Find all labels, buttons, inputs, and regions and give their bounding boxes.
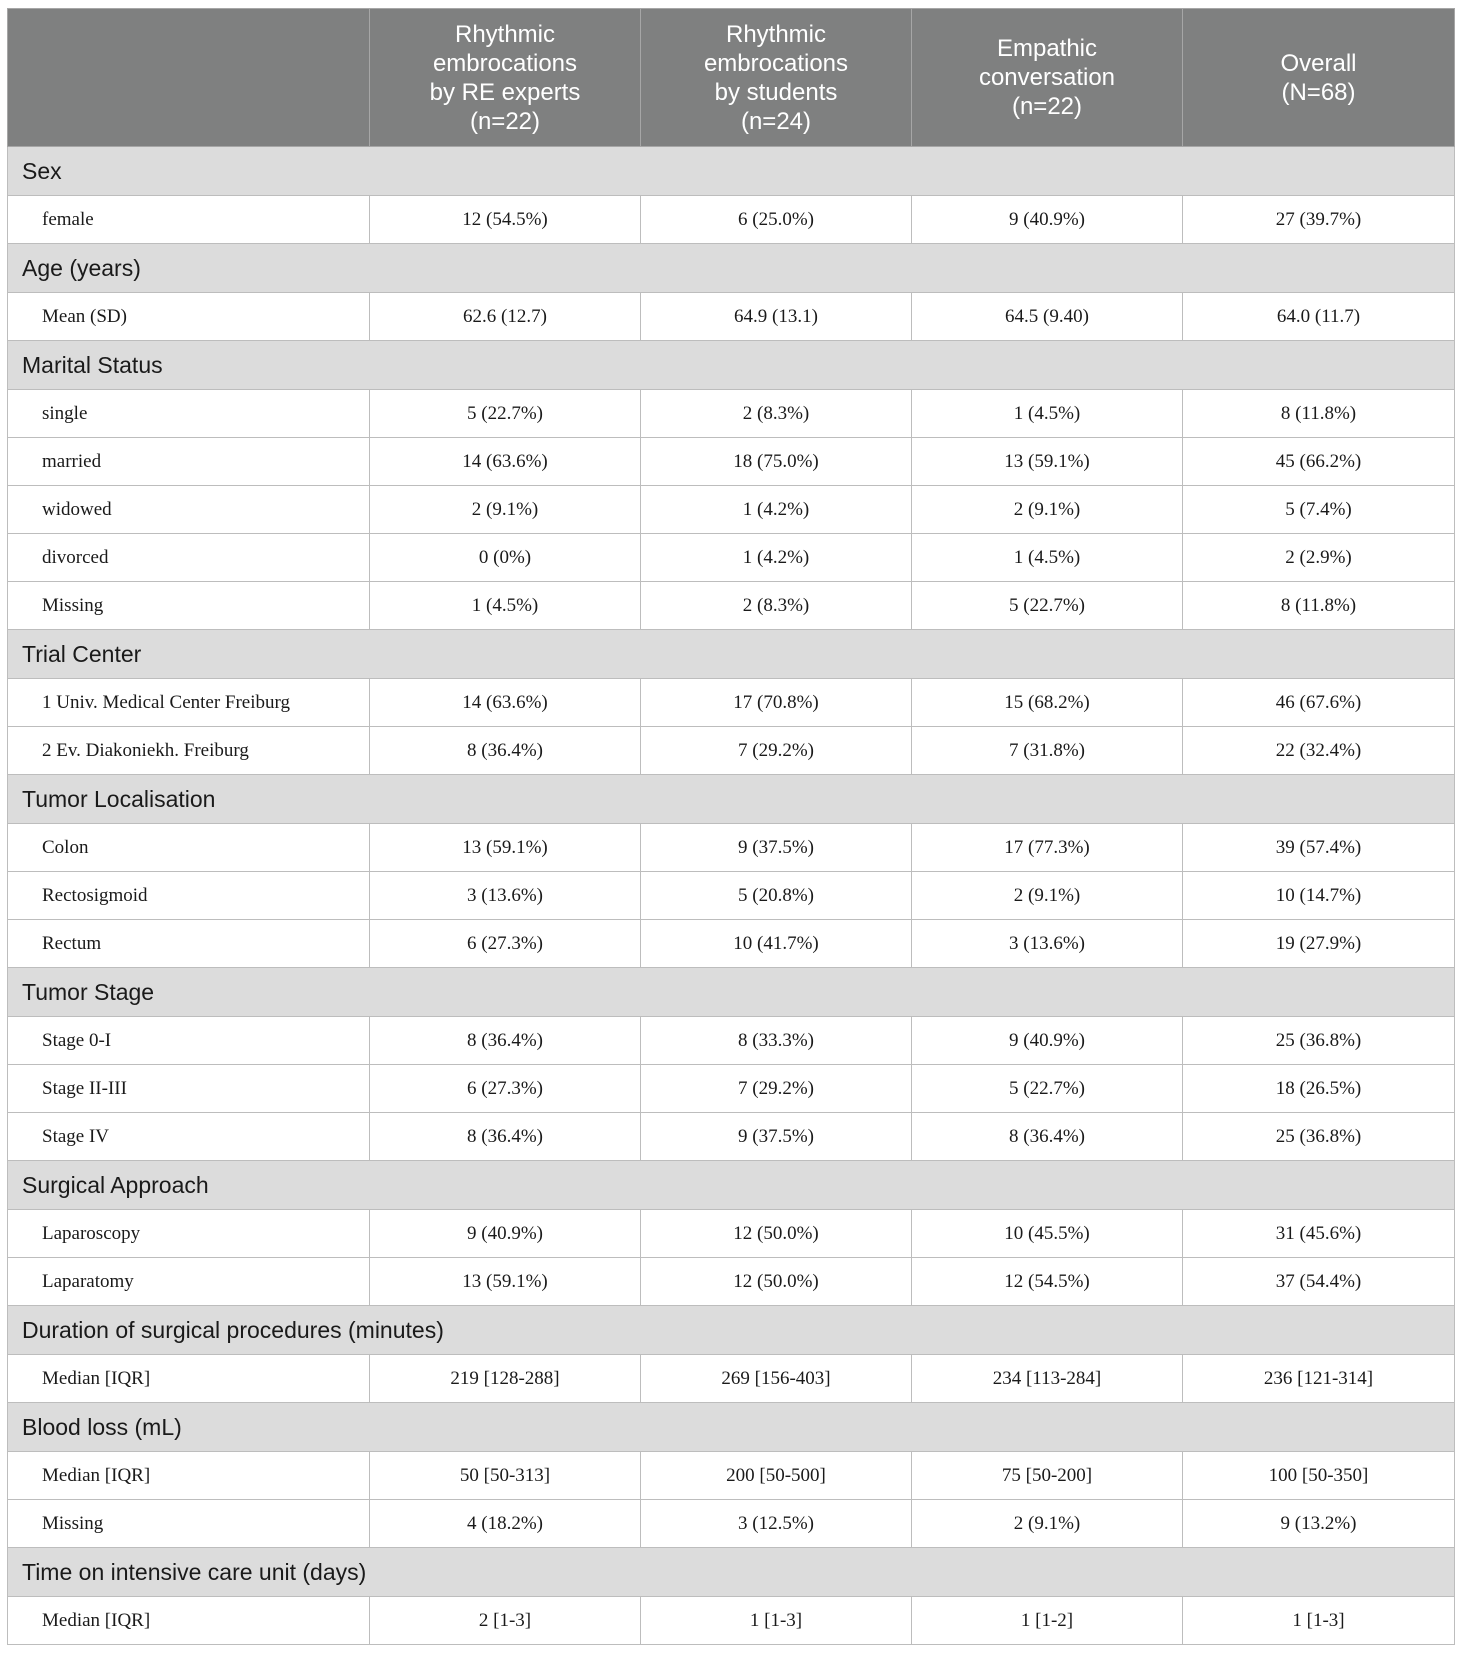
table-row xyxy=(8,1500,1455,1548)
table-cell: 2 (9.1%) xyxy=(912,872,1183,920)
table-header-row xyxy=(8,9,1455,147)
table-cell: 7 (29.2%) xyxy=(641,727,912,775)
table-row xyxy=(8,486,1455,534)
row-label: 1 Univ. Medical Center Freiburg xyxy=(8,679,370,727)
table-cell: 2 (2.9%) xyxy=(1183,534,1455,582)
table-cell: 5 (7.4%) xyxy=(1183,486,1455,534)
table-cell: 4 (18.2%) xyxy=(370,1500,641,1548)
section-header-row xyxy=(8,775,1455,824)
table-cell: 17 (77.3%) xyxy=(912,824,1183,872)
table-cell: 1 [1-3] xyxy=(641,1597,912,1645)
section-header-row xyxy=(8,1403,1455,1452)
table-cell: 12 (54.5%) xyxy=(370,196,641,244)
table-cell: 269 [156-403] xyxy=(641,1355,912,1403)
table-cell: 5 (22.7%) xyxy=(912,582,1183,630)
table-cell: 200 [50-500] xyxy=(641,1452,912,1500)
section-title: Sex xyxy=(8,147,1455,196)
table-cell: 10 (41.7%) xyxy=(641,920,912,968)
table-cell: 3 (12.5%) xyxy=(641,1500,912,1548)
section-title: Duration of surgical procedures (minutes) xyxy=(8,1306,1455,1355)
row-label: Colon xyxy=(8,824,370,872)
table-cell: 1 (4.2%) xyxy=(641,486,912,534)
table-row xyxy=(8,824,1455,872)
table-cell: 6 (27.3%) xyxy=(370,920,641,968)
table-cell: 9 (40.9%) xyxy=(912,1017,1183,1065)
section-header-row xyxy=(8,147,1455,196)
table-cell: 5 (22.7%) xyxy=(912,1065,1183,1113)
table-cell: 8 (33.3%) xyxy=(641,1017,912,1065)
table-cell: 12 (50.0%) xyxy=(641,1258,912,1306)
table-cell: 9 (37.5%) xyxy=(641,1113,912,1161)
table-row xyxy=(8,1210,1455,1258)
row-label: Mean (SD) xyxy=(8,293,370,341)
section-header-row xyxy=(8,630,1455,679)
table-row xyxy=(8,293,1455,341)
row-label: widowed xyxy=(8,486,370,534)
table-cell: 45 (66.2%) xyxy=(1183,438,1455,486)
table-cell: 22 (32.4%) xyxy=(1183,727,1455,775)
table-row xyxy=(8,727,1455,775)
section-title: Marital Status xyxy=(8,341,1455,390)
row-label: Median [IQR] xyxy=(8,1597,370,1645)
table-cell: 8 (36.4%) xyxy=(370,1017,641,1065)
table-row xyxy=(8,196,1455,244)
table-cell: 234 [113-284] xyxy=(912,1355,1183,1403)
table-row xyxy=(8,1452,1455,1500)
table-cell: 6 (27.3%) xyxy=(370,1065,641,1113)
table-cell: 1 (4.5%) xyxy=(370,582,641,630)
table-cell: 2 (9.1%) xyxy=(912,1500,1183,1548)
header-cell-blank xyxy=(8,9,370,147)
row-label: married xyxy=(8,438,370,486)
table-cell: 100 [50-350] xyxy=(1183,1452,1455,1500)
section-header-row xyxy=(8,1548,1455,1597)
row-label: female xyxy=(8,196,370,244)
table-body xyxy=(8,147,1455,1645)
table-row xyxy=(8,1597,1455,1645)
table-cell: 1 (4.5%) xyxy=(912,534,1183,582)
section-title: Age (years) xyxy=(8,244,1455,293)
table-cell: 2 (8.3%) xyxy=(641,390,912,438)
table-row xyxy=(8,920,1455,968)
table-cell: 8 (36.4%) xyxy=(912,1113,1183,1161)
table-cell: 9 (40.9%) xyxy=(370,1210,641,1258)
row-label: Rectosigmoid xyxy=(8,872,370,920)
table-cell: 46 (67.6%) xyxy=(1183,679,1455,727)
table-cell: 2 (9.1%) xyxy=(370,486,641,534)
table-cell: 1 (4.2%) xyxy=(641,534,912,582)
table-cell: 3 (13.6%) xyxy=(370,872,641,920)
table-cell: 2 [1-3] xyxy=(370,1597,641,1645)
row-label: Stage II-III xyxy=(8,1065,370,1113)
table-cell: 7 (29.2%) xyxy=(641,1065,912,1113)
table-cell: 50 [50-313] xyxy=(370,1452,641,1500)
table-cell: 19 (27.9%) xyxy=(1183,920,1455,968)
section-header-row xyxy=(8,244,1455,293)
table-row xyxy=(8,1113,1455,1161)
table-cell: 64.9 (13.1) xyxy=(641,293,912,341)
table-cell: 236 [121-314] xyxy=(1183,1355,1455,1403)
row-label: 2 Ev. Diakoniekh. Freiburg xyxy=(8,727,370,775)
table-cell: 13 (59.1%) xyxy=(912,438,1183,486)
table-cell: 2 (8.3%) xyxy=(641,582,912,630)
table-cell: 62.6 (12.7) xyxy=(370,293,641,341)
row-label: Stage IV xyxy=(8,1113,370,1161)
table-cell: 13 (59.1%) xyxy=(370,824,641,872)
section-title: Tumor Localisation xyxy=(8,775,1455,824)
row-label: Rectum xyxy=(8,920,370,968)
table-cell: 2 (9.1%) xyxy=(912,486,1183,534)
table-row xyxy=(8,872,1455,920)
table-row xyxy=(8,679,1455,727)
table-cell: 9 (13.2%) xyxy=(1183,1500,1455,1548)
table-cell: 64.0 (11.7) xyxy=(1183,293,1455,341)
table-cell: 31 (45.6%) xyxy=(1183,1210,1455,1258)
baseline-characteristics-table xyxy=(7,8,1455,1645)
header-cell-students: Rhythmic embrocations by students (n=24) xyxy=(641,9,912,147)
section-title: Time on intensive care unit (days) xyxy=(8,1548,1455,1597)
section-header-row xyxy=(8,968,1455,1017)
row-label: Missing xyxy=(8,1500,370,1548)
table-cell: 18 (75.0%) xyxy=(641,438,912,486)
table-row xyxy=(8,438,1455,486)
table-cell: 12 (54.5%) xyxy=(912,1258,1183,1306)
section-header-row xyxy=(8,341,1455,390)
header-cell-re-experts: Rhythmic embrocations by RE experts (n=22) xyxy=(370,9,641,147)
section-header-row xyxy=(8,1306,1455,1355)
table-cell: 10 (14.7%) xyxy=(1183,872,1455,920)
row-label: Stage 0-I xyxy=(8,1017,370,1065)
table-cell: 18 (26.5%) xyxy=(1183,1065,1455,1113)
table-cell: 0 (0%) xyxy=(370,534,641,582)
table-row xyxy=(8,390,1455,438)
row-label: divorced xyxy=(8,534,370,582)
table-cell: 17 (70.8%) xyxy=(641,679,912,727)
table-cell: 8 (36.4%) xyxy=(370,1113,641,1161)
table-cell: 14 (63.6%) xyxy=(370,438,641,486)
table-cell: 10 (45.5%) xyxy=(912,1210,1183,1258)
row-label: Median [IQR] xyxy=(8,1355,370,1403)
table-cell: 5 (20.8%) xyxy=(641,872,912,920)
table-cell: 25 (36.8%) xyxy=(1183,1113,1455,1161)
table-cell: 1 [1-2] xyxy=(912,1597,1183,1645)
row-label: single xyxy=(8,390,370,438)
table-cell: 25 (36.8%) xyxy=(1183,1017,1455,1065)
table-cell: 27 (39.7%) xyxy=(1183,196,1455,244)
row-label: Laparoscopy xyxy=(8,1210,370,1258)
table-row xyxy=(8,534,1455,582)
table-cell: 9 (40.9%) xyxy=(912,196,1183,244)
table-cell: 39 (57.4%) xyxy=(1183,824,1455,872)
row-label: Missing xyxy=(8,582,370,630)
table-cell: 5 (22.7%) xyxy=(370,390,641,438)
section-title: Surgical Approach xyxy=(8,1161,1455,1210)
table-row xyxy=(8,1065,1455,1113)
table-row xyxy=(8,582,1455,630)
header-cell-overall: Overall (N=68) xyxy=(1183,9,1455,147)
table-cell: 9 (37.5%) xyxy=(641,824,912,872)
table-row xyxy=(8,1258,1455,1306)
table-cell: 12 (50.0%) xyxy=(641,1210,912,1258)
table-cell: 8 (11.8%) xyxy=(1183,390,1455,438)
table-cell: 3 (13.6%) xyxy=(912,920,1183,968)
table-row xyxy=(8,1355,1455,1403)
table-row xyxy=(8,1017,1455,1065)
table-cell: 1 [1-3] xyxy=(1183,1597,1455,1645)
table-cell: 14 (63.6%) xyxy=(370,679,641,727)
table-cell: 15 (68.2%) xyxy=(912,679,1183,727)
table-cell: 64.5 (9.40) xyxy=(912,293,1183,341)
section-title: Trial Center xyxy=(8,630,1455,679)
row-label: Median [IQR] xyxy=(8,1452,370,1500)
section-title: Blood loss (mL) xyxy=(8,1403,1455,1452)
header-cell-empathic: Empathic conversation (n=22) xyxy=(912,9,1183,147)
table-cell: 1 (4.5%) xyxy=(912,390,1183,438)
table-cell: 219 [128-288] xyxy=(370,1355,641,1403)
table-cell: 13 (59.1%) xyxy=(370,1258,641,1306)
table-cell: 6 (25.0%) xyxy=(641,196,912,244)
table-cell: 8 (11.8%) xyxy=(1183,582,1455,630)
section-header-row xyxy=(8,1161,1455,1210)
row-label: Laparatomy xyxy=(8,1258,370,1306)
section-title: Tumor Stage xyxy=(8,968,1455,1017)
table-cell: 37 (54.4%) xyxy=(1183,1258,1455,1306)
table-cell: 7 (31.8%) xyxy=(912,727,1183,775)
table-cell: 75 [50-200] xyxy=(912,1452,1183,1500)
table-cell: 8 (36.4%) xyxy=(370,727,641,775)
